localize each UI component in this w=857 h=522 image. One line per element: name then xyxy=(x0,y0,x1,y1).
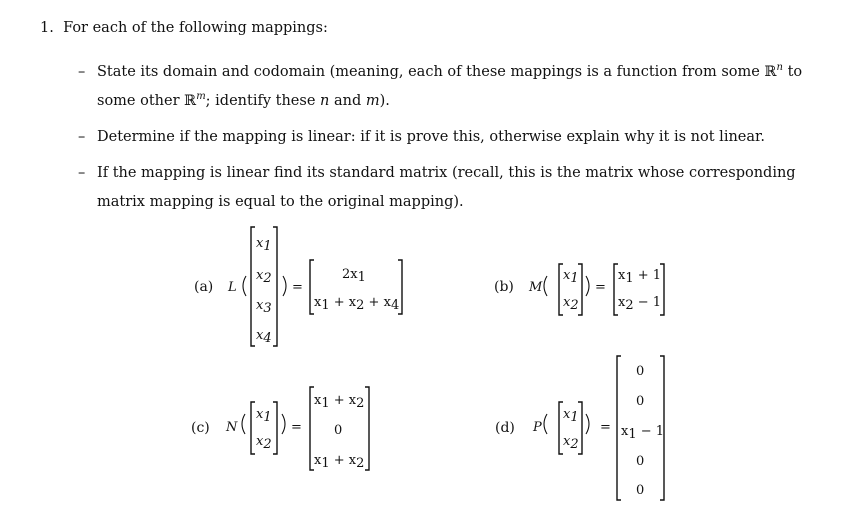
equals: = xyxy=(600,420,611,435)
entry: x2 xyxy=(563,295,579,313)
paren-left xyxy=(544,276,547,296)
entry: x1 − 1 xyxy=(621,424,665,442)
equals: = xyxy=(595,280,606,295)
entry: x1 xyxy=(256,236,272,254)
entry: x1 + x2 xyxy=(314,453,365,471)
entry: 0 xyxy=(636,454,645,469)
entry: x2 xyxy=(256,268,272,286)
paren-right xyxy=(283,276,286,296)
entry: x2 − 1 xyxy=(618,295,662,313)
entry: 0 xyxy=(334,423,343,438)
bullet-domain-codomain: – State its domain and codomain (meaning, each of these mappings is a function from some ℝ$^n$ to some other ℝ$^m$; identify these n and m). xyxy=(78,62,803,109)
paren-left xyxy=(243,276,246,296)
mapping-b-name: M xyxy=(529,280,543,295)
entry: 2x1 xyxy=(342,267,366,285)
equals: = xyxy=(292,280,303,295)
paren-right xyxy=(586,414,589,434)
entry: 0 xyxy=(636,483,645,498)
mapping-c-label: (c) xyxy=(191,420,210,436)
mapping-b-label: (b) xyxy=(494,279,514,295)
mapping-d-label: (d) xyxy=(495,420,515,436)
entry: x2 xyxy=(256,434,272,452)
paren-right xyxy=(282,414,285,434)
entry: x1 + 1 xyxy=(618,268,662,286)
entry: x2 xyxy=(563,434,579,452)
entry: x1 xyxy=(563,268,579,286)
entry: 0 xyxy=(636,364,645,379)
mapping-a-name: L xyxy=(228,280,237,295)
entry: x3 xyxy=(256,298,272,316)
mapping-a-label: (a) xyxy=(194,279,214,295)
entry: x1 + x2 + x4 xyxy=(314,295,400,313)
entry: x4 xyxy=(256,328,272,346)
paren-left xyxy=(242,414,245,434)
bullet-linearity: – Determine if the mapping is linear: if it is prove this, otherwise explain why it is not linear. xyxy=(78,129,765,145)
entry: x1 + x2 xyxy=(314,393,365,411)
entry: x1 xyxy=(256,407,272,425)
paren-left xyxy=(544,414,547,434)
problem-number: 1. For each of the following mappings: xyxy=(40,20,328,36)
mapping-d-name: P xyxy=(533,420,542,435)
equals: = xyxy=(291,420,302,435)
mapping-c-name: N xyxy=(226,420,238,435)
paren-right xyxy=(586,276,589,296)
problem-intro: For each of the following mappings: xyxy=(63,20,328,36)
entry: x1 xyxy=(563,407,579,425)
bullet-standard-matrix: – If the mapping is linear find its standard matrix (recall, this is the matrix whose corresponding matrix mapping is equal to the original mapping). xyxy=(78,165,796,210)
entry: 0 xyxy=(636,394,645,409)
